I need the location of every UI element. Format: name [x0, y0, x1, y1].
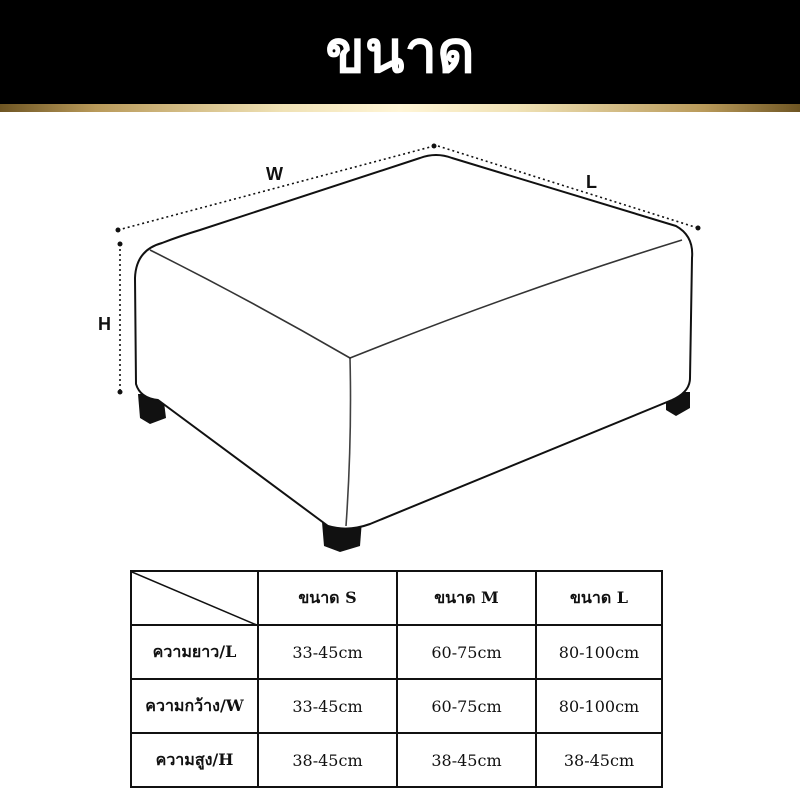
table-cell: 38-45cm: [397, 733, 536, 787]
length-label: L: [586, 172, 597, 192]
corner-diagonal: [132, 572, 259, 626]
column-header-l: ขนาด L: [536, 571, 662, 625]
size-table: [130, 570, 663, 788]
ottoman-dimension-diagram: [0, 112, 800, 562]
title-banner: [0, 0, 800, 104]
row-label-height: ความสูง/H: [131, 733, 258, 787]
page-title: ขนาด: [325, 18, 475, 86]
ottoman-body: [135, 155, 692, 529]
table-header-row: [131, 571, 662, 625]
table-cell: 60-75cm: [397, 679, 536, 733]
table-row-width: [131, 679, 662, 733]
table-row-height: [131, 733, 662, 787]
row-label-width: ความกว้าง/W: [131, 679, 258, 733]
table-cell: 33-45cm: [258, 625, 397, 679]
table-cell: 33-45cm: [258, 679, 397, 733]
table-cell: 80-100cm: [536, 625, 662, 679]
table-cell: 80-100cm: [536, 679, 662, 733]
table-corner-cell: [131, 571, 258, 625]
width-label: W: [266, 164, 283, 184]
table-cell: 60-75cm: [397, 625, 536, 679]
row-label-length: ความยาว/L: [131, 625, 258, 679]
table-row-length: [131, 625, 662, 679]
gold-divider: [0, 104, 800, 112]
column-header-s: ขนาด S: [258, 571, 397, 625]
height-label: H: [98, 314, 111, 334]
table-cell: 38-45cm: [258, 733, 397, 787]
height-dimension: [98, 242, 123, 395]
column-header-m: ขนาด M: [397, 571, 536, 625]
table-cell: 38-45cm: [536, 733, 662, 787]
